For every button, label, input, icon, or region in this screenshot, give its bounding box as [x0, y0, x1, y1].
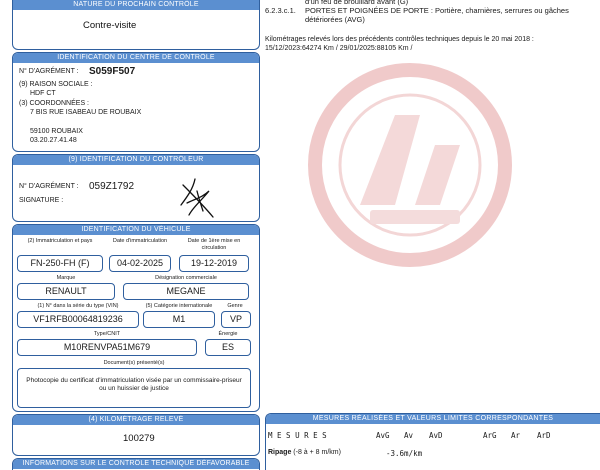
ripage-value: -3.6m/km — [386, 449, 423, 458]
mesures-col-arg: ArG — [483, 431, 497, 440]
kilometrage-header: (4) KILOMÉTRAGE RELEVÉ — [13, 415, 259, 425]
centre-raison-value: HDF CT — [30, 90, 56, 97]
designation-caption: Désignation commerciale — [155, 275, 217, 281]
kilometrage-panel — [12, 414, 260, 456]
nature-header: NATURE DU PROCHAIN CONTRÔLE — [13, 0, 259, 10]
date-immat-field: 04-02-2025 — [109, 255, 171, 272]
informations-header: INFORMATIONS SUR LE CONTRÔLE TECHNIQUE DÉFAVORABLE — [13, 459, 259, 469]
centre-raison-label: (9) RAISON SOCIALE : — [19, 81, 93, 88]
type-field: M10RENVPA51M679 — [17, 339, 197, 356]
immat-field: FN-250-FH (F) — [17, 255, 103, 272]
mesures-col-ard: ArD — [537, 431, 551, 440]
genre-field: VP — [221, 311, 251, 328]
mesures-col-label: M E S U R E S — [268, 431, 327, 440]
mesures-col-ar: Ar — [511, 431, 521, 440]
energie-field: ES — [205, 339, 251, 356]
centre-agrement-value: S059F507 — [89, 66, 136, 77]
centre-coord-label: (3) COORDONNÉES : — [19, 100, 90, 107]
centre-panel — [12, 52, 260, 152]
vin-caption: (1) N° dans la série du type (VIN) — [37, 303, 119, 309]
date-first-field: 19-12-2019 — [179, 255, 249, 272]
mesures-col-avd: AvD — [429, 431, 443, 440]
mesures-col-avg: AvG — [376, 431, 390, 440]
ripage-label-text: Ripage — [268, 449, 292, 456]
ripage-label — [268, 449, 341, 456]
documents-value: Photocopie du certificat d'immatriculation visée par un commissaire-priseur ou un huissier de justice — [26, 377, 242, 392]
date-first-caption: Date de 1ère mise en circulation — [187, 238, 241, 251]
genre-caption: Genre — [227, 303, 243, 309]
centre-agrement-label: N° D'AGRÉMENT : — [19, 68, 79, 75]
mesures-panel — [265, 413, 600, 470]
controleur-signature-label: SIGNATURE : — [19, 197, 64, 204]
type-caption: Type/CNIT — [93, 331, 121, 337]
controleur-panel — [12, 154, 260, 222]
watermark-stamp — [300, 55, 520, 275]
energie-caption: Énergie — [218, 331, 238, 337]
defect-text: PORTES ET POIGNÉES DE PORTE : Portière, charnières, serrures ou gâches détériorées (AVG) — [305, 6, 569, 24]
km-history-line1: Kilométrages relevés lors des précédents contrôles techniques depuis le 20 mai 2018 : — [265, 36, 534, 43]
centre-phone: 03.20.27.41.48 — [30, 137, 77, 144]
centre-address-line2: 59100 ROUBAIX — [30, 128, 83, 135]
controleur-agrement-value: 059Z1792 — [89, 181, 135, 192]
categorie-field: M1 — [143, 311, 215, 328]
documents-caption: Document(s) présenté(s) — [103, 360, 165, 366]
mesures-col-av: Av — [404, 431, 414, 440]
date-immat-caption: Date d'immatriculation — [112, 238, 168, 244]
immat-caption: (2) Immatriculation et pays — [27, 238, 93, 244]
defect-line0: d'un feu de brouillard avant (G) — [305, 0, 409, 6]
informations-panel — [12, 458, 260, 470]
kilometrage-value: 100279 — [123, 433, 155, 444]
vehicule-panel — [12, 224, 260, 412]
designation-field: MEGANE — [123, 283, 249, 300]
vin-field: VF1RFB00064819236 — [17, 311, 139, 328]
defect-code: 6.2.3.c.1. — [265, 6, 296, 15]
km-history-line2: 15/12/2023:64274 Km / 29/01/2025:88105 Km / — [265, 45, 413, 52]
controleur-header: (9) IDENTIFICATION DU CONTRÔLEUR — [13, 155, 259, 165]
centre-address-line1: 7 BIS RUE ISABEAU DE ROUBAIX — [30, 109, 142, 116]
controleur-agrement-label: N° D'AGRÉMENT : — [19, 183, 79, 190]
signature-image — [173, 175, 223, 221]
marque-caption: Marque — [56, 275, 76, 281]
nature-value: Contre-visite — [83, 20, 137, 31]
documents-field — [17, 368, 251, 408]
centre-header: IDENTIFICATION DU CENTRE DE CONTRÔLE — [13, 53, 259, 63]
marque-field: RENAULT — [17, 283, 115, 300]
ripage-range: (-8 à + 8 m/km) — [293, 449, 341, 456]
categorie-caption: (5) Catégorie internationale — [145, 303, 213, 309]
mesures-header: MESURES RÉALISÉES ET VALEURS LIMITES CORRESPONDANTES — [266, 414, 600, 424]
vehicule-header: IDENTIFICATION DU VÉHICULE — [13, 225, 259, 235]
nature-panel — [12, 0, 260, 50]
